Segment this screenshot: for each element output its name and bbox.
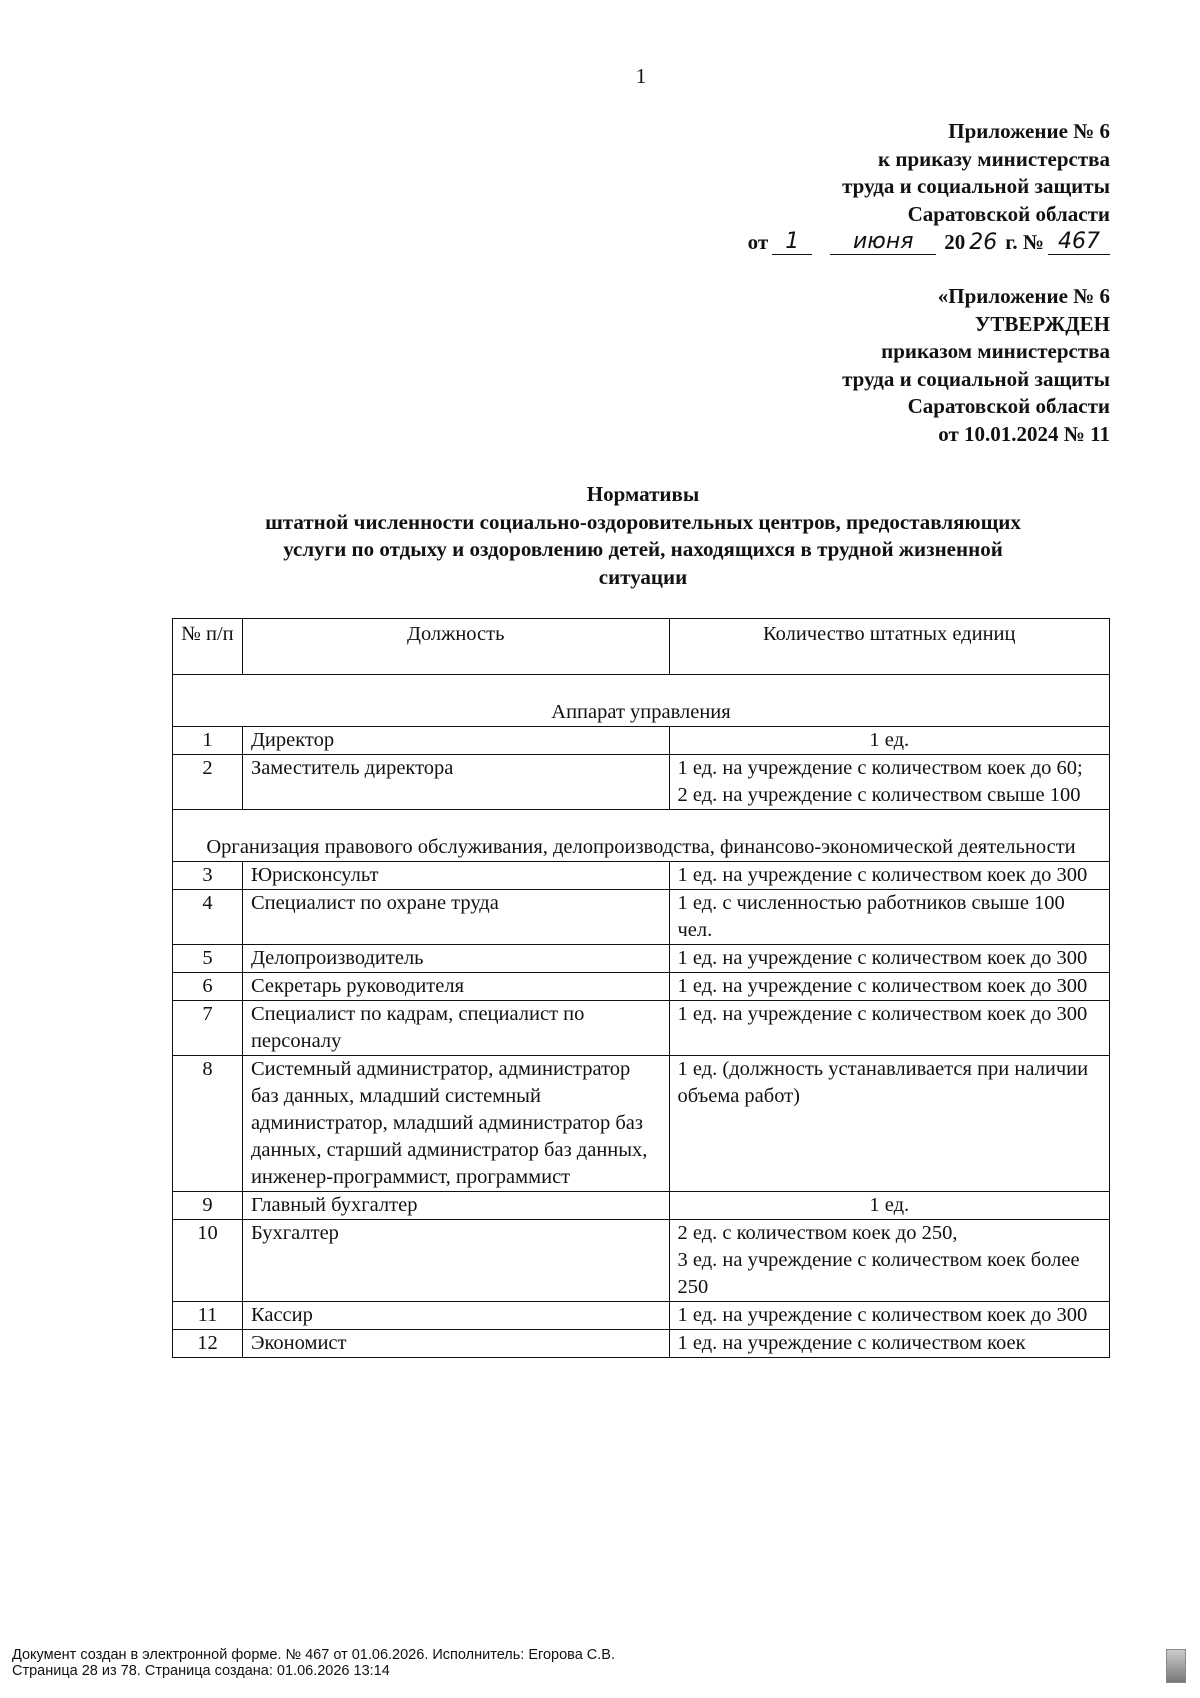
row-position: Кассир	[242, 1302, 669, 1330]
row-quantity-line: 3 ед. на учреждение с количеством коек более 250	[677, 1249, 1080, 1298]
row-num: 2	[173, 755, 243, 810]
appendix-header	[842, 118, 1110, 228]
approved-line: труда и социальной защиты	[842, 366, 1110, 391]
appendix-header-line: к приказу министерства	[878, 146, 1110, 171]
order-month-handwritten: июня	[830, 230, 936, 255]
row-num: 7	[173, 1001, 243, 1056]
table-row	[173, 1302, 1110, 1330]
order-year-suffix: г. №	[1005, 230, 1044, 254]
approved-line: «Приложение № 6	[937, 284, 1110, 308]
table-row	[173, 1220, 1110, 1302]
row-position: Заместитель директора	[242, 755, 669, 810]
row-position: Секретарь руководителя	[242, 973, 669, 1001]
row-num: 4	[173, 890, 243, 945]
approved-line: Саратовской области	[907, 394, 1110, 418]
table-row	[173, 1330, 1110, 1358]
row-quantity: 1 ед. на учреждение с количеством коек до 300	[669, 862, 1110, 890]
document-footer	[12, 1647, 615, 1679]
footer-line: Страница 28 из 78. Страница создана: 01.06.2026 13:14	[12, 1663, 390, 1679]
row-quantity: 1 ед. на учреждение с количеством коек	[669, 1330, 1110, 1358]
row-num: 11	[173, 1302, 243, 1330]
order-year-prefix: 20	[944, 230, 966, 254]
row-quantity: 1 ед. на учреждение с количеством коек до 300	[669, 1302, 1110, 1330]
row-position: Юрисконсульт	[242, 862, 669, 890]
row-position: Системный администратор, администратор баз данных, младший системный администратор, младший администратор баз данных, старший администратор баз данных, инженер-программист, программист	[242, 1056, 669, 1192]
approved-block	[842, 283, 1110, 448]
row-quantity: 1 ед.	[669, 1192, 1110, 1220]
row-quantity-line: 1 ед. на учреждение с количеством коек до 60;	[677, 757, 1083, 779]
row-position: Специалист по кадрам, специалист по персоналу	[242, 1001, 669, 1056]
table-row	[173, 1056, 1110, 1192]
row-position: Специалист по охране труда	[242, 890, 669, 945]
appendix-header-line: труда и социальной защиты	[842, 174, 1110, 198]
row-num: 9	[173, 1192, 243, 1220]
title-line: Нормативы	[586, 482, 700, 506]
document-title	[170, 481, 1116, 591]
table-row	[173, 862, 1110, 890]
title-line: услуги по отдыху и оздоровлению детей, находящихся в трудной жизненной	[283, 537, 1003, 561]
row-num: 3	[173, 862, 243, 890]
header-quantity: Количество штатных единиц	[669, 619, 1110, 675]
table-row	[173, 890, 1110, 945]
row-quantity: 1 ед. с численностью работников свыше 100 чел.	[669, 890, 1110, 945]
row-quantity-line: 2 ед. на учреждение с количеством свыше 100	[677, 784, 1081, 806]
order-year-handwritten: 26	[969, 230, 998, 255]
row-position: Главный бухгалтер	[242, 1192, 669, 1220]
table-row	[173, 973, 1110, 1001]
table-header-row	[173, 619, 1110, 675]
section-row	[173, 675, 1110, 727]
appendix-header-line: Приложение № 6	[948, 119, 1110, 143]
table-row	[173, 1192, 1110, 1220]
order-number-handwritten: 467	[1048, 230, 1110, 255]
staffing-table	[172, 618, 1110, 1358]
row-position: Директор	[242, 727, 669, 755]
section-title: Организация правового обслуживания, делопроизводства, финансово-экономической деятельности	[173, 810, 1110, 862]
row-quantity-line: 2 ед. с количеством коек до 250,	[677, 1222, 958, 1244]
approved-line: приказом министерства	[881, 339, 1110, 363]
table-row	[173, 755, 1110, 810]
order-prefix: от	[747, 230, 769, 254]
row-num: 6	[173, 973, 243, 1001]
row-quantity: 1 ед. (должность устанавливается при наличии объема работ)	[669, 1056, 1110, 1192]
order-day-handwritten: 1	[772, 230, 812, 255]
row-position: Делопроизводитель	[242, 945, 669, 973]
footer-line: Документ создан в электронной форме. № 467 от 01.06.2026. Исполнитель: Егорова С.В.	[12, 1647, 616, 1663]
table-row	[173, 1001, 1110, 1056]
approved-line: от 10.01.2024 № 11	[938, 421, 1110, 446]
row-num: 10	[173, 1220, 243, 1302]
row-position: Бухгалтер	[242, 1220, 669, 1302]
order-date-line	[748, 230, 1110, 255]
table-row	[173, 945, 1110, 973]
row-quantity: 1 ед. на учреждение с количеством коек до 300	[669, 973, 1110, 1001]
section-row	[173, 810, 1110, 862]
table-row	[173, 727, 1110, 755]
row-num: 5	[173, 945, 243, 973]
row-num: 8	[173, 1056, 243, 1192]
row-quantity: 1 ед. на учреждение с количеством коек до 300	[669, 1001, 1110, 1056]
header-position: Должность	[242, 619, 669, 675]
row-quantity	[669, 755, 1110, 810]
approved-line: УТВЕРЖДЕН	[974, 311, 1110, 336]
page-number: 1	[635, 64, 647, 88]
appendix-header-line: Саратовской области	[907, 201, 1110, 226]
section-title: Аппарат управления	[173, 675, 1110, 727]
header-num: № п/п	[173, 619, 243, 675]
row-position: Экономист	[242, 1330, 669, 1358]
row-num: 1	[173, 727, 243, 755]
title-line: штатной численности социально-оздоровительных центров, предоставляющих	[265, 509, 1021, 534]
row-quantity: 1 ед.	[669, 727, 1110, 755]
row-num: 12	[173, 1330, 243, 1358]
row-quantity: 1 ед. на учреждение с количеством коек до 300	[669, 945, 1110, 973]
row-quantity	[669, 1220, 1110, 1302]
emblem-icon	[1166, 1649, 1186, 1683]
title-line: ситуации	[598, 564, 688, 589]
